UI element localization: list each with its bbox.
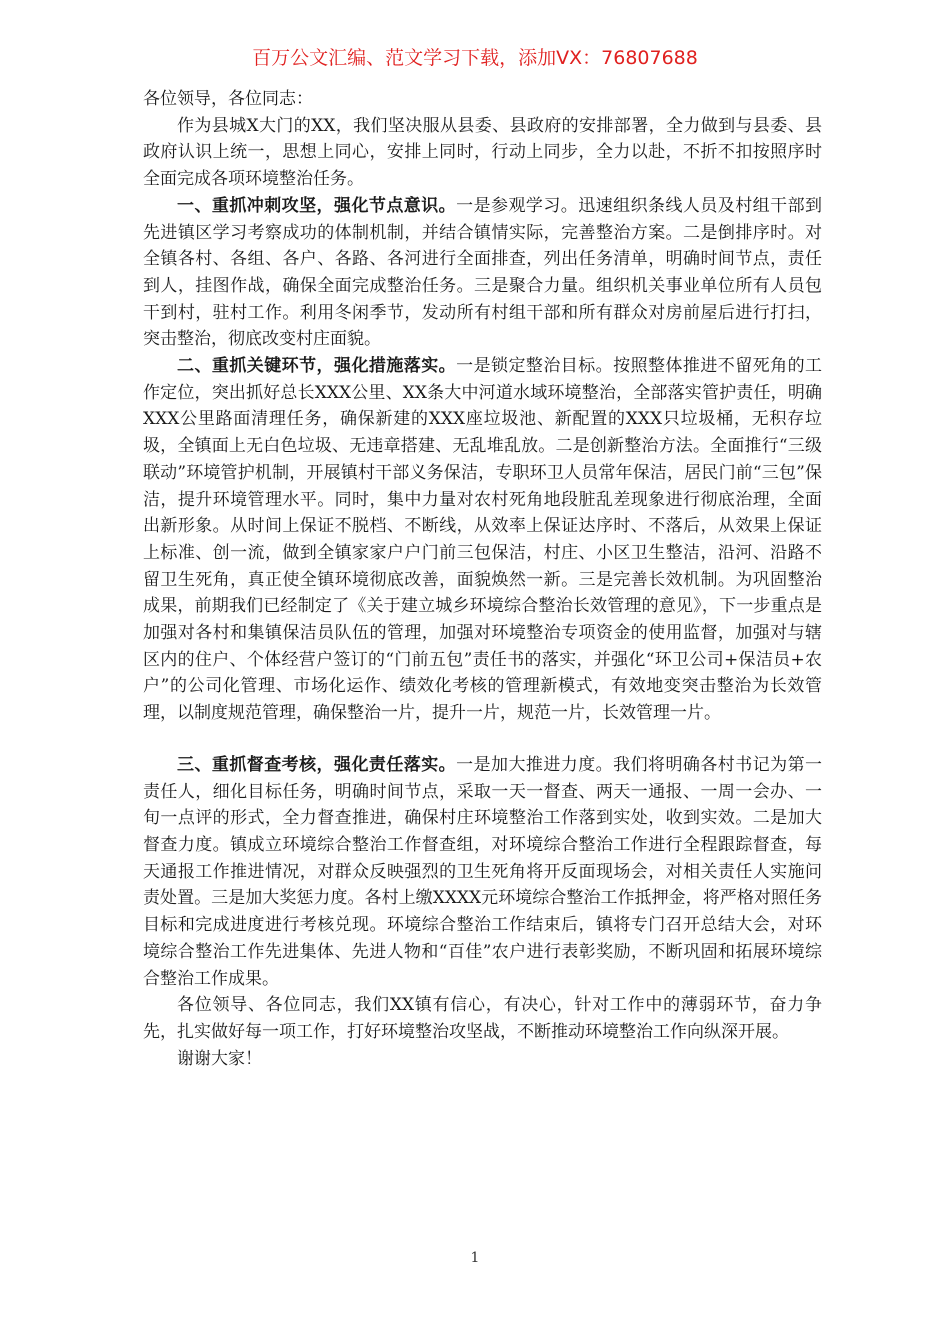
page-number: 1 xyxy=(470,1250,480,1266)
promo-banner: 百万公文汇编、范文学习下载，添加VX：76807688 xyxy=(252,47,698,69)
section-2-paragraph xyxy=(143,353,822,727)
section-2-heading: 二、重抓关键环节，强化措施落实。 xyxy=(177,356,457,377)
closing-paragraph: 各位领导、各位同志，我们XX镇有信心，有决心，针对工作中的薄弱环节，奋力争先，扎实做好每一项工作，打好环境整治攻坚战，不断推动环境整治工作向纵深开展。 xyxy=(143,995,822,1042)
paragraph-spacer xyxy=(143,727,822,752)
intro-paragraph: 作为县城X大门的XX，我们坚决服从县委、县政府的安排部署，全力做到与县委、县政府认识上统一，思想上同心，安排上同时，行动上同步，全力以赴，不折不扣按照序时全面完成各项环境整治任务。 xyxy=(143,115,822,190)
section-1-paragraph xyxy=(143,193,822,353)
section-3-body: 一是加大推进力度。我们将明确各村书记为第一责任人，细化目标任务，明确时间节点，采取一天一督查、两天一通报、一周一会办、一旬一点评的形式，全力督查推进，确保村庄环境整治工作落到实处，收到实效。二是加大督查力度。镇成立环境综合整治工作督查组，对环境综合整治工作进行全程跟踪督查，每天通报工作推进情况，对群众反映强烈的卫生死角将开反面现场会，对相关责任人实施问责处置。三是加大奖惩力度。各村上缴XXXX元环境综合整治工作抵押金，将严格对照任务目标和完成进度进行考核兑现。环境综合整治工作结束后，镇将专门召开总结大会，对环境综合整治工作先进集体、先进人物和“百佳”农户进行表彰奖励，不断巩固和拓展环境综合整治工作成果。 xyxy=(143,754,823,989)
speech-body xyxy=(143,86,822,1072)
section-2-body: 一是锁定整治目标。按照整体推进不留死角的工作定位，突出抓好总长XXX公里、XX条大中河道水域环境整治，全部落实管护责任，明确XXX公里路面清理任务，确保新建的XXX座垃圾池、新配置的XXX只垃圾桶，无积存垃圾，全镇面上无白色垃圾、无违章搭建、无乱堆乱放。二是创新整治方法。全面推行“三级联动”环境管护机制，开展镇村干部义务保洁，专职环卫人员常年保洁，居民门前“三包”保洁，提升环境管理水平。同时，集中力量对农村死角地段脏乱差现象进行彻底治理，全面出新形象。从时间上保证不脱档、不断线，从效率上保证达序时、不落后，从效果上保证上标准、创一流，做到全镇家家户户门前三包保洁，村庄、小区卫生整洁，沿河、沿路不留卫生死角，真正使全镇环境彻底改善，面貌焕然一新。三是完善长效机制。为巩固整治成果，前期我们已经制定了《关于建立城乡环境综合整治长效管理的意见》，下一步重点是加强对各村和集镇保洁员队伍的管理，加强对环境整治专项资金的使用监督，加强对与辖区内的住户、个体经营户签订的“门前五包”责任书的落实，并强化“环卫公司+保洁员+农户”的公司化管理、市场化运作、绩效化考核的管理新模式，有效地变突击整治为长效管理，以制度规范管理，确保整治一片，提升一片，规范一片，长效管理一片。 xyxy=(143,356,823,724)
salutation: 各位领导，各位同志： xyxy=(143,89,313,109)
section-3-paragraph xyxy=(143,752,822,992)
thanks-line: 谢谢大家！ xyxy=(177,1048,262,1069)
section-1-heading: 一、重抓冲刺攻坚，强化节点意识。 xyxy=(177,195,457,216)
section-1-body: 一是参观学习。迅速组织条线人员及村组干部到先进镇区学习考察成功的体制机制，并结合镇情实际，完善整治方案。二是倒排序时。对全镇各村、各组、各户、各路、各河进行全面排查，列出任务清单，明确时间节点，责任到人，挂图作战，确保全面完成整治任务。三是聚合力量。组织机关事业单位所有人员包干到村，驻村工作。利用冬闲季节，发动所有村组干部和所有群众对房前屋后进行打扫，突击整治，彻底改变村庄面貌。 xyxy=(143,195,823,350)
section-3-heading: 三、重抓督查考核，强化责任落实。 xyxy=(177,754,457,775)
